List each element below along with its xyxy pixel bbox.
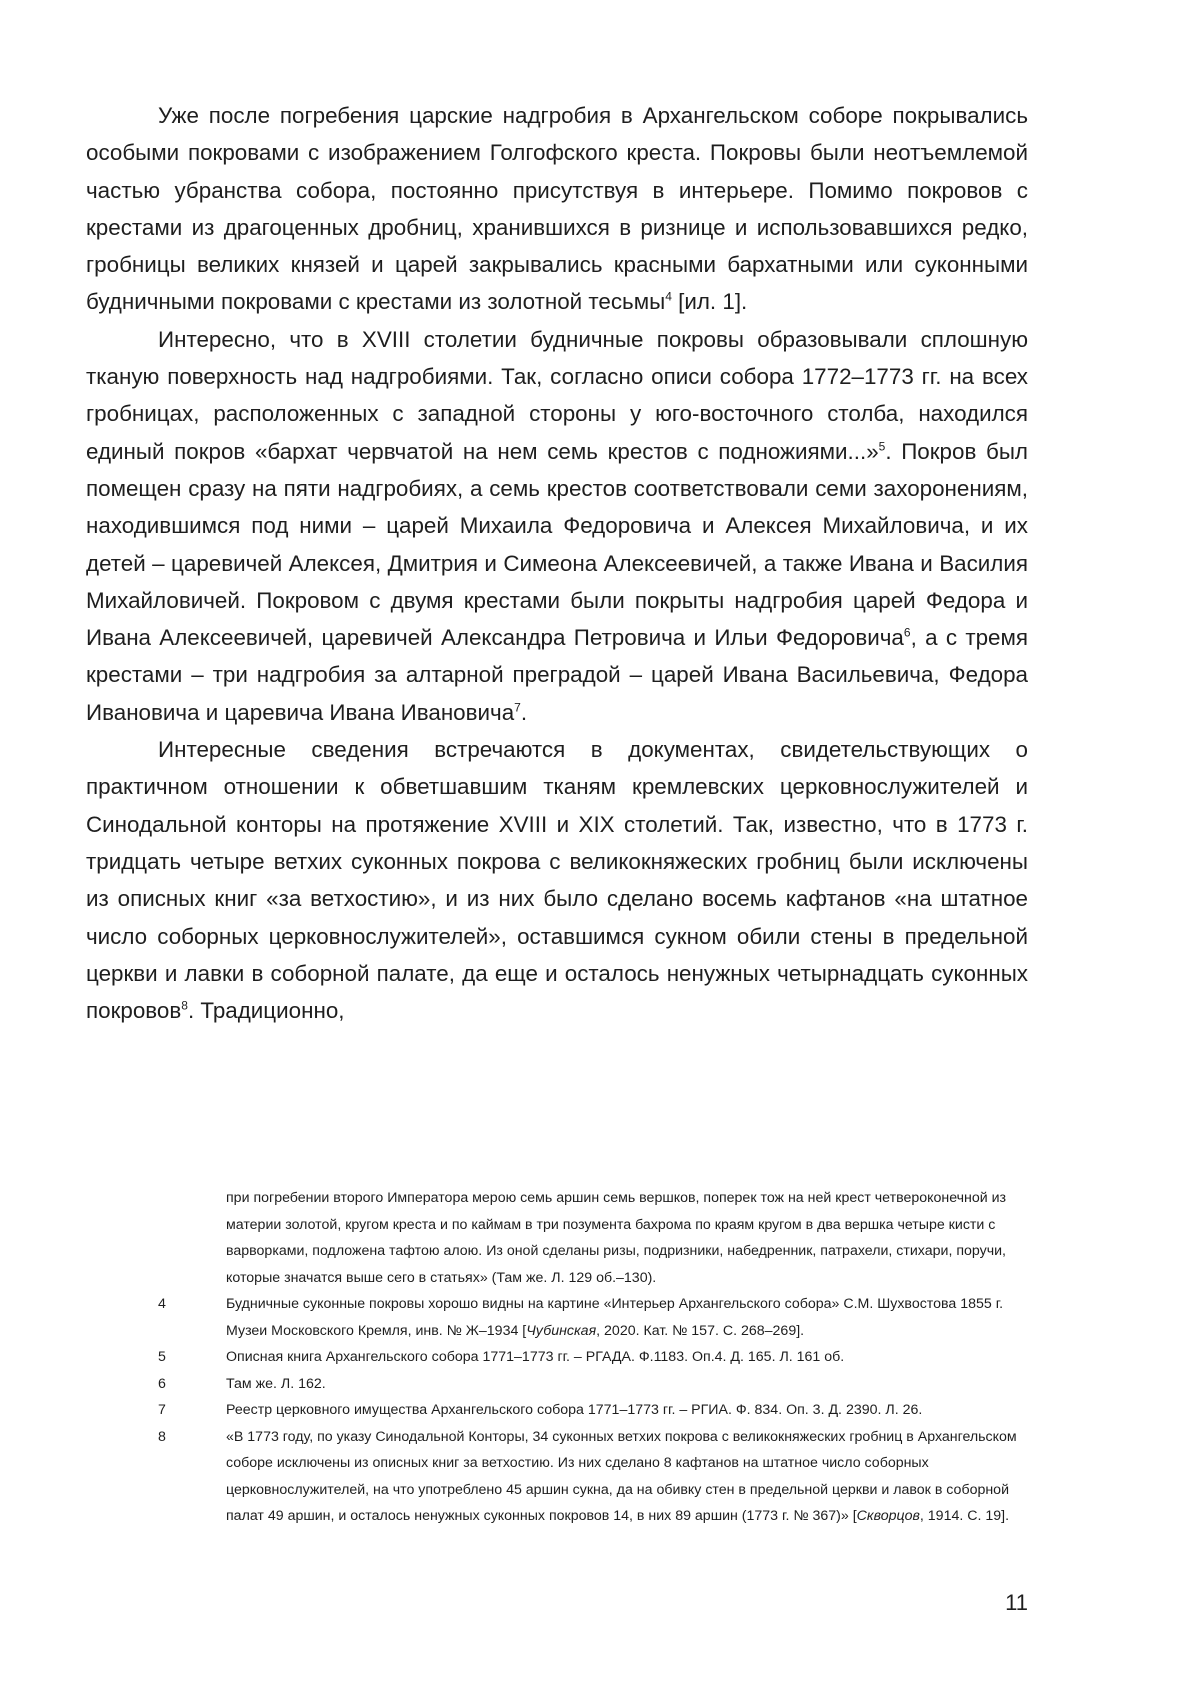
- paragraph: [86, 97, 1028, 321]
- footnote-text: Описная книга Архангельского собора 1771–1773 гг. – РГАДА. Ф.1183. Оп.4. Д. 165. Л. 161 об.: [226, 1349, 845, 1365]
- footnote-text: Реестр церковного имущества Архангельского собора 1771–1773 гг. – РГИА. Ф. 834. Оп. 3. Д. 2390. Л. 26.: [226, 1402, 923, 1418]
- paragraph-text: . Традиционно,: [187, 998, 345, 1024]
- footnote-8: [158, 1424, 1028, 1530]
- footnote-ref[interactable]: 5: [878, 439, 886, 454]
- paragraph: [86, 731, 1028, 1029]
- footnote-6: [158, 1371, 1028, 1398]
- paragraph-text: . Покров был помещен сразу на пяти надгробиях, а семь крестов соответствовали семи захоронениям, находившимся под ними – царей Михаила Федоровича и Алексея Михайловича, и их детей – царевичей Алексея, Дмитрия и Симеона Алексеевичей, а также Ивана и Василия Михайловичей. Покровом с двумя крестами были покрыты надгробия царей Федора и Ивана Алексеевичей, царевичей Александра Петровича и Ильи Федоровича: [86, 438, 1028, 651]
- footnote-text: при погребении второго Императора мерою семь аршин семь вершков, поперек тож на ней крест четвероконечной из материи золотой, кругом креста и по каймам в три позумента бахрома по краям кругом в два вершка четыре кисти с варворками, подложена тафтою алою. Из оной сделаны ризы, подризники, набедренник, патрахели, стихари, поручи, которые значатся выше сего в статьях» (Там же. Л. 129 об.–130).: [226, 1190, 1007, 1286]
- footnote-author: Скворцов: [856, 1508, 920, 1524]
- footnote-text: [226, 1424, 1028, 1530]
- footnote-ref[interactable]: 8: [181, 998, 188, 1013]
- footnote-author: Чубинская: [526, 1322, 597, 1339]
- paragraph-text: Уже после погребения царские надгробия в Архангельском соборе покрывались особыми покровами с изображением Голгофского креста. Покровы были неотъемлемой частью убранства собора, постоянно присутствуя в интерьере. Помимо покровов с крестами из драгоценных дробниц, хранившихся в ризнице и использовавшихся редко, гробницы великих князей и царей закрывались красными бархатными или суконными будничными покровами с крестами из золотной тесьмы: [86, 103, 1028, 315]
- paragraph-text: , а с тремя крестами – три надгробия за алтарной преградой – царей Ивана Васильевича, Федора Ивановича и царевича Ивана Ивановича: [86, 625, 1028, 725]
- paragraph-text: [ил. 1].: [671, 289, 748, 315]
- paragraph: [86, 321, 1028, 731]
- footnote-7: [158, 1397, 1028, 1424]
- footnote-number: 4: [158, 1296, 166, 1312]
- footnote-5: [158, 1344, 1028, 1371]
- paragraph-text: Интересные сведения встречаются в документах, свидетельствующих о практичном отношении к обветшавшим тканям кремлевских церковнослужителей и Синодальной конторы на протяжение XVIII и XIX столетий. Так, известно, что в 1773 г. тридцать четыре ветхих суконных покрова с великокняжеских гробниц были исключены из описных книг «за ветхостию», и из них было сделано восемь кафтанов «на штатное число соборных церковнослужителей», оставшимся сукном обили стены в предельной церкви и лавки в соборной палате, да еще и осталось ненужных четырнадцать суконных покровов: [86, 737, 1028, 1024]
- footnotes: [158, 1185, 1028, 1530]
- paragraph-text: .: [520, 699, 528, 725]
- page-number: 11: [1005, 1590, 1028, 1615]
- footnote-text-part: , 1914. С. 19].: [919, 1508, 1010, 1524]
- footnote-4: [158, 1291, 1028, 1344]
- footnote-ref[interactable]: 4: [665, 290, 672, 305]
- footnote-number: 5: [158, 1349, 166, 1365]
- footnote-text-part: , 2020. Кат. № 157. С. 268–269].: [596, 1322, 805, 1339]
- footnote-number: 7: [158, 1402, 166, 1418]
- footnote-text: Там же. Л. 162.: [226, 1375, 326, 1392]
- footnote-ref[interactable]: 6: [903, 625, 911, 640]
- footnote-text-part: «В 1773 году, по указу Синодальной Конторы, 34 суконных ветхих покрова с великокняжеских гробниц в Архангельском соборе исключены из описных книг за ветхостию. Из них сделано 8 кафтанов на штатное число соборных церковнослужителей, на что употреблено 45 аршин сукна, да на обивку стен в предельной церкви и лавок в соборной палат 49 аршин, и осталось ненужных суконных покровов 14, в них 89 аршин (1773 г. № 367)» [: [226, 1428, 1017, 1524]
- footnote-number: 6: [158, 1375, 166, 1392]
- main-text: [86, 97, 1028, 1029]
- footnote-continuation: [158, 1185, 1028, 1291]
- footnote-text: [226, 1291, 1028, 1344]
- paragraph-text: Интересно, что в XVIII столетии будничные покровы образовывали сплошную тканую поверхность над надгробиями. Так, согласно описи собора 1772–1773 гг. на всех гробницах, расположенных с западной стороны у юго-восточного столба, находился единый покров «бархат червчатой на нем семь крестов с подножиями...»: [86, 326, 1028, 464]
- footnote-number: 8: [158, 1428, 166, 1445]
- footnote-text-part: Будничные суконные покровы хорошо видны на картине «Интерьер Архангельского собора» С.М. Шухвостова 1855 г. Музеи Московского Кремля, инв. № Ж–1934 [: [226, 1296, 1004, 1339]
- footnote-ref[interactable]: 7: [514, 700, 521, 715]
